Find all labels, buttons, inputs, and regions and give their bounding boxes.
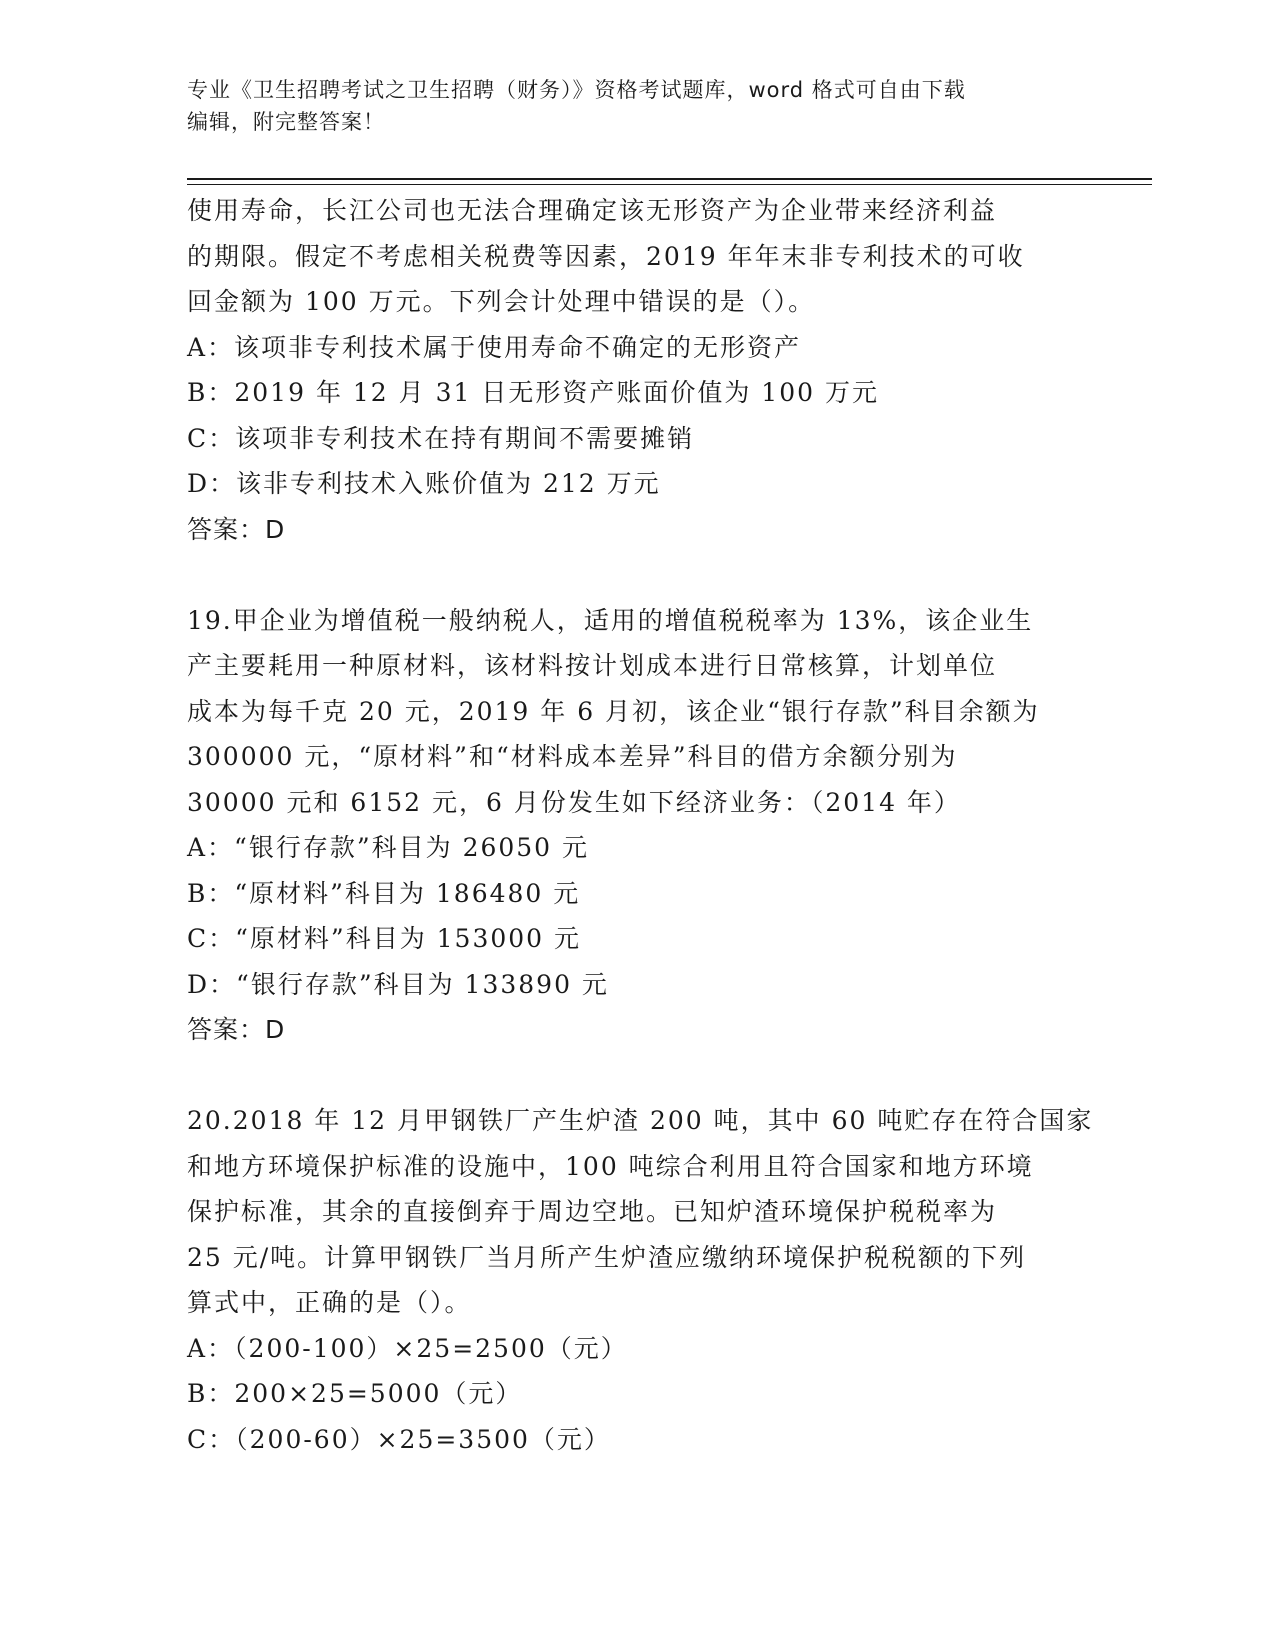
question-stem-line: 产主要耗用一种原材料，该材料按计划成本进行日常核算，计划单位	[187, 651, 998, 680]
page-header	[187, 74, 1067, 138]
option-c: C：（200-60）×25=3500（元）	[187, 1424, 611, 1454]
question-stem-line: 使用寿命，长江公司也无法合理确定该无形资产为企业带来经济利益	[187, 196, 998, 225]
question-18	[187, 188, 1087, 552]
option-c: C：“原材料”科目为 153000 元	[187, 924, 582, 953]
header-title-line-2: 编辑，附完整答案！	[187, 110, 385, 134]
question-stem-line: 20.2018 年 12 月甲钢铁厂产生炉渣 200 吨，其中 60 吨贮存在符合国家	[187, 1106, 1094, 1135]
question-stem-line: 300000 元，“原材料”和“材料成本差异”科目的借方余额分别为	[187, 742, 958, 771]
question-20	[187, 1098, 1094, 1462]
question-stem-line: 和地方环境保护标准的设施中，100 吨综合利用且符合国家和地方环境	[187, 1151, 1034, 1181]
option-d: D：该非专利技术入账价值为 212 万元	[187, 469, 661, 498]
option-a: A：（200-100）×25=2500（元）	[187, 1333, 628, 1363]
header-divider-thin	[187, 184, 1152, 185]
question-stem-line: 回金额为 100 万元。下列会计处理中错误的是（）。	[187, 287, 816, 316]
question-19	[187, 598, 1087, 1053]
question-spacer	[187, 552, 1087, 598]
option-b: B：“原材料”科目为 186480 元	[187, 878, 581, 908]
option-c: C：该项非专利技术在持有期间不需要摊销	[187, 423, 695, 453]
question-stem-line: 的期限。假定不考虑相关税费等因素，2019 年年末非专利技术的可收	[187, 241, 1025, 271]
question-stem-line: 保护标准，其余的直接倒弃于周边空地。已知炉渣环境保护税税率为	[187, 1197, 998, 1226]
option-d: D：“银行存款”科目为 133890 元	[187, 969, 609, 999]
question-stem-line: 30000 元和 6152 元，6 月份发生如下经济业务：（2014 年）	[187, 787, 961, 817]
question-stem-line: 成本为每千克 20 元，2019 年 6 月初，该企业“银行存款”科目余额为	[187, 696, 1040, 726]
answer-label: 答案：D	[187, 1015, 286, 1044]
option-a: A：“银行存款”科目为 26050 元	[187, 833, 590, 862]
question-spacer	[187, 1053, 1087, 1099]
question-stem-line: 25 元/吨。计算甲钢铁厂当月所产生炉渣应缴纳环境保护税税额的下列	[187, 1242, 1027, 1272]
header-title-line-1: 专业《卫生招聘考试之卫生招聘（财务）》资格考试题库，word 格式可自由下载	[187, 78, 966, 102]
option-b: B：200×25=5000（元）	[187, 1379, 523, 1408]
question-stem-line: 算式中，正确的是（）。	[187, 1288, 472, 1317]
question-stem-line: 19.甲企业为增值税一般纳税人，适用的增值税税率为 13%，该企业生	[187, 605, 1034, 635]
header-divider-thick	[187, 178, 1152, 180]
answer-label: 答案：D	[187, 514, 286, 544]
document-body	[187, 188, 1094, 1462]
option-a: A：该项非专利技术属于使用寿命不确定的无形资产	[187, 332, 802, 362]
option-b: B：2019 年 12 月 31 日无形资产账面价值为 100 万元	[187, 378, 879, 407]
